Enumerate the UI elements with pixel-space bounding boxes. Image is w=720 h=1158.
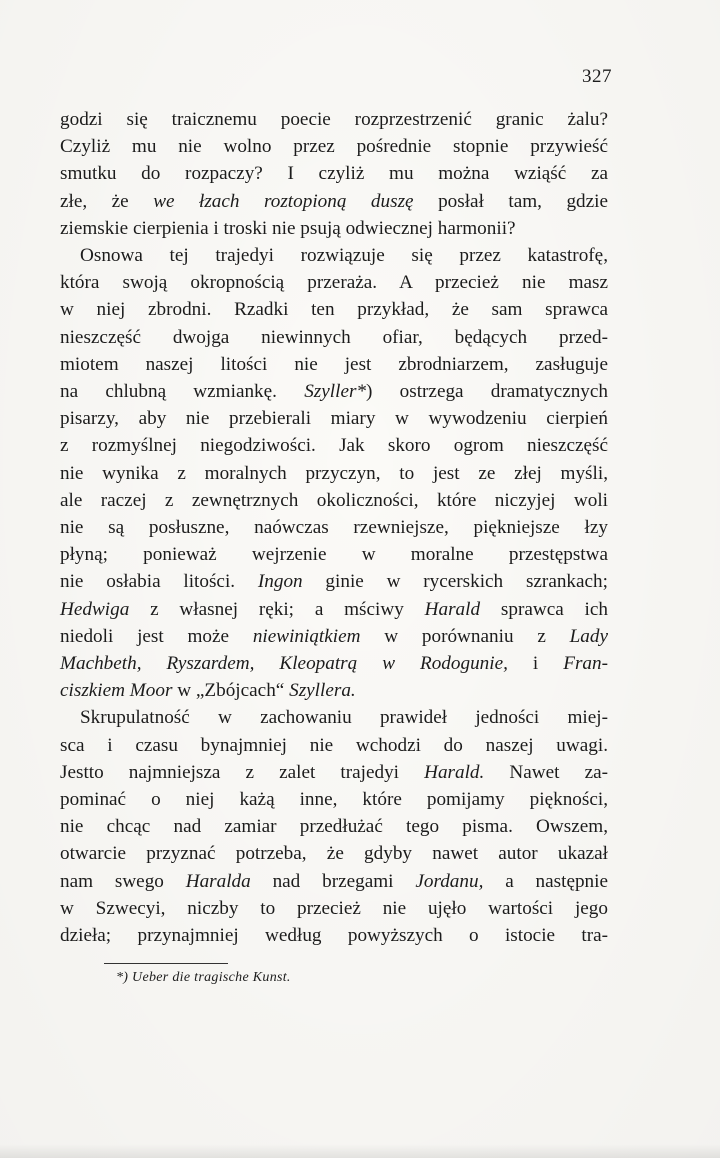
text-run: godzi się traicznemu poecie rozprzestrzenić granic żalu?: [60, 109, 608, 130]
text-line: [60, 868, 608, 895]
italic-text: we łzach roztopioną duszę: [153, 190, 414, 212]
text-run: sca i czasu bynajmniej nie wchodzi do naszej uwagi.: [60, 734, 608, 756]
footnote: *) Ueber die tragische Kunst.: [116, 970, 291, 985]
text-line: [60, 378, 608, 405]
text-run: nad brzegami: [250, 870, 416, 892]
text-run: nie wynika z moralnych przyczyn, to jest ze złej myśli,: [60, 462, 608, 484]
text-run: otwarcie przyznać potrzeba, że gdyby nawet autor ukazał: [60, 843, 608, 865]
text-run: posłał tam, gdzie: [413, 190, 609, 212]
text-line: [60, 704, 608, 731]
text-run: a następnie: [483, 870, 609, 892]
italic-text: ciszkiem Moor: [60, 680, 173, 702]
italic-text: Machbeth, Ryszardem, Kleopatrą w Rodogunie,: [60, 653, 508, 675]
text-line: [60, 541, 608, 568]
text-line: [60, 922, 608, 949]
text-run: smutku do rozpaczy? I czyliż mu można wziąść za: [60, 163, 608, 185]
italic-text: Harald: [424, 598, 481, 620]
italic-text: Harald.: [424, 761, 485, 783]
text-run: złe, że: [60, 190, 154, 212]
text-run: ginie w rycerskich szrankach;: [302, 571, 608, 593]
text-line: [60, 895, 608, 922]
text-run: ) ostrzega dramatycznych: [366, 381, 609, 403]
text-line: [60, 106, 608, 133]
text-run: nie chcąc nad zamiar przedłużać tego pisma. Owszem,: [60, 816, 608, 838]
text-line: [60, 840, 608, 867]
text-line: [60, 296, 608, 323]
text-run: Jestto najmniejsza z zalet trajedyi: [60, 761, 425, 783]
text-line: [60, 160, 608, 187]
text-run: płyną; ponieważ wejrzenie w moralne przestępstwa: [60, 544, 608, 566]
italic-text: Jordanu,: [415, 870, 484, 892]
text-run: nie są posłuszne, naówczas rzewniejsze, piękniejsze łzy: [60, 517, 608, 539]
text-line: [60, 351, 608, 378]
text-line: [60, 133, 608, 160]
text-run: Nawet za-: [484, 761, 608, 783]
italic-text: Fran-: [563, 653, 608, 675]
text-line: [60, 786, 608, 813]
text-line: [60, 623, 608, 650]
text-run: pisarzy, aby nie przebierali miary w wywodzeniu cierpień: [60, 408, 608, 430]
text-line: [60, 242, 608, 269]
text-run: i: [507, 653, 564, 675]
italic-text: Lady: [569, 625, 608, 647]
text-run: dzieła; przynajmniej według powyższych o istocie tra-: [60, 925, 608, 947]
text-line: [60, 487, 608, 514]
text-line: [60, 514, 608, 541]
text-line: [60, 269, 608, 296]
text-line: [60, 215, 608, 242]
italic-text: Ingon: [257, 571, 303, 593]
text-run: w Szwecyi, niczby to przecież nie ujęło wartości jego: [60, 897, 608, 919]
text-run: z rozmyślnej niegodziwości. Jak skoro ogrom nieszczęść: [60, 435, 608, 457]
text-line: [60, 677, 608, 704]
text-run: miotem naszej litości nie jest zbrodniarzem, zasługuje: [60, 353, 608, 375]
text-line: [60, 596, 608, 623]
italic-text: Haralda: [185, 870, 251, 892]
text-run: w „Zbójcach“: [172, 680, 290, 702]
text-line: [60, 732, 608, 759]
italic-text: niewiniątkiem: [252, 625, 361, 647]
text-run: z własnej ręki; a mściwy: [129, 598, 425, 620]
text-run: na chlubną wzmiankę.: [60, 381, 305, 403]
text-line: [60, 405, 608, 432]
text-run: która swoją okropnością przeraża. A przecież nie masz: [60, 272, 608, 294]
text-line: [60, 568, 608, 595]
text-run: sprawca ich: [480, 598, 608, 620]
text-run: niedoli jest może: [60, 625, 253, 647]
text-run: ale raczej z zewnętrznych okoliczności, które niczyjej woli: [60, 489, 608, 511]
text-line: [60, 188, 608, 215]
italic-text: Hedwiga: [60, 598, 130, 620]
italic-text: Szyllera.: [289, 680, 356, 702]
text-line: [60, 650, 608, 677]
text-run: pominać o niej każą inne, które pomijamy piękności,: [60, 789, 608, 811]
text-line: [60, 759, 608, 786]
body-text: [60, 106, 608, 949]
text-line: [60, 432, 608, 459]
text-run: w niej zbrodni. Rzadki ten przykład, że sam sprawca: [60, 299, 608, 321]
page-edge-shadow: [0, 1144, 720, 1158]
text-run: Osnowa tej trajedyi rozwiązuje się przez katastrofę,: [80, 245, 608, 267]
text-run: Skrupulatność w zachowaniu prawideł jedności miej-: [80, 707, 608, 729]
text-line: [60, 813, 608, 840]
text-run: nam swego: [60, 870, 186, 892]
page-number: 327: [582, 66, 612, 87]
text-run: ziemskie cierpienia i troski nie psują odwiecznej harmonii?: [60, 217, 516, 239]
text-run: Czyliż mu nie wolno przez pośrednie stopnie przywieść: [60, 136, 608, 158]
text-line: [60, 324, 608, 351]
text-run: nieszczęść dwojga niewinnych ofiar, będących przed-: [60, 326, 608, 348]
text-line: [60, 460, 608, 487]
footnote-rule: [104, 963, 228, 964]
text-run: w porównaniu z: [360, 625, 570, 647]
text-run: nie osłabia litości.: [60, 571, 258, 593]
italic-text: Szyller*: [304, 381, 367, 403]
